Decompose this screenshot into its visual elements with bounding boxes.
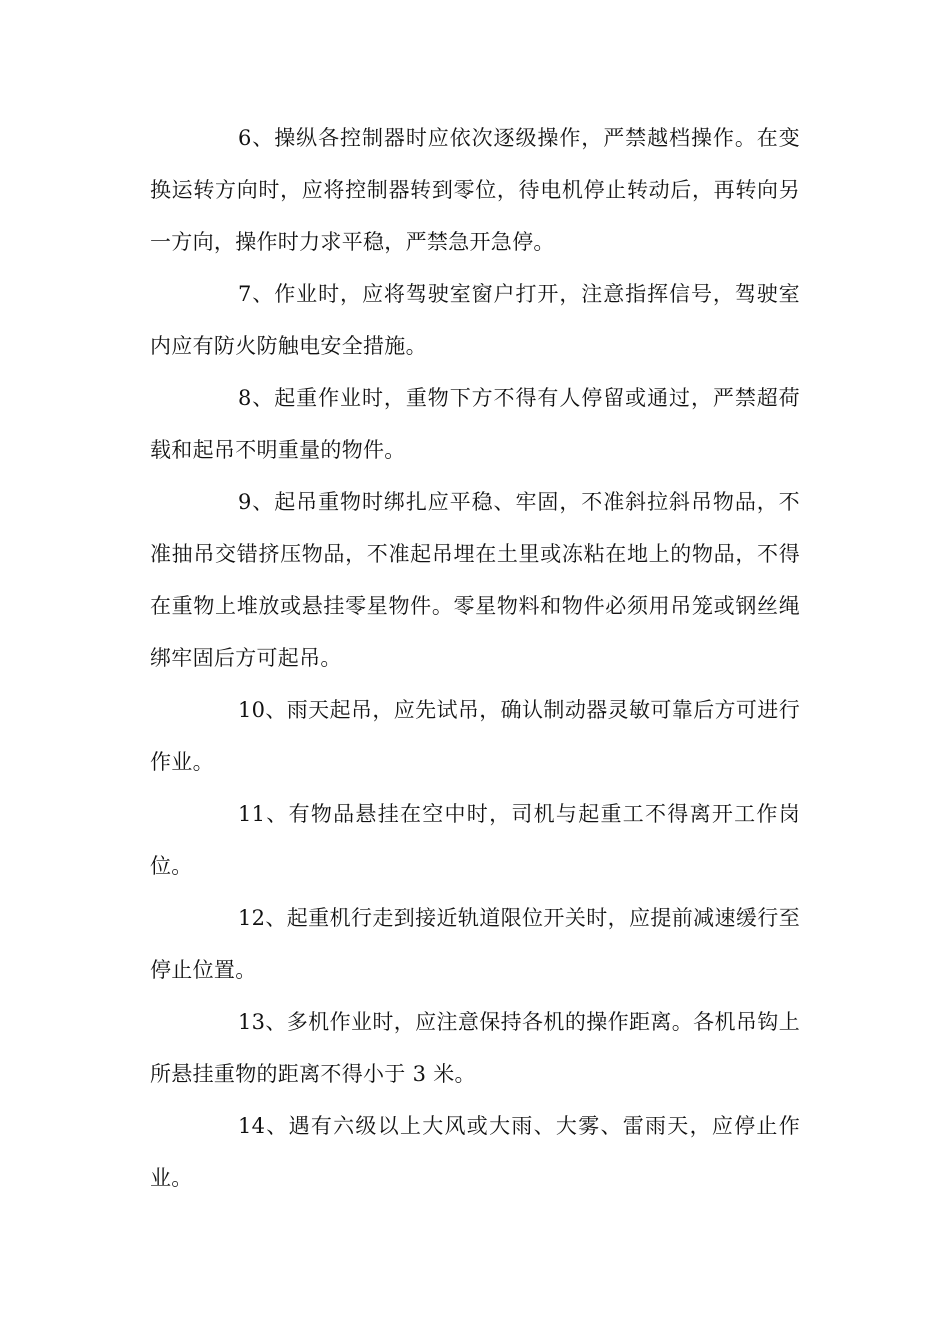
paragraph-rule-11: 11、有物品悬挂在空中时，司机与起重工不得离开工作岗位。: [150, 802, 800, 878]
document-body: [150, 112, 800, 1204]
paragraph-rule-10: 10、雨天起吊，应先试吊，确认制动器灵敏可靠后方可进行作业。: [150, 698, 800, 774]
paragraph-rule-14: 14、遇有六级以上大风或大雨、大雾、雷雨天，应停止作业。: [150, 1114, 800, 1190]
paragraph-rule-6: 6、操纵各控制器时应依次逐级操作，严禁越档操作。在变换运转方向时，应将控制器转到零位，待电机停止转动后，再转向另一方向，操作时力求平稳，严禁急开急停。: [150, 126, 800, 254]
paragraph-rule-8: 8、起重作业时，重物下方不得有人停留或通过，严禁超荷载和起吊不明重量的物件。: [150, 386, 800, 462]
paragraph-rule-7: 7、作业时，应将驾驶室窗户打开，注意指挥信号，驾驶室内应有防火防触电安全措施。: [150, 282, 800, 358]
paragraph-rule-12: 12、起重机行走到接近轨道限位开关时，应提前减速缓行至停止位置。: [150, 906, 800, 982]
paragraph-rule-9: 9、起吊重物时绑扎应平稳、牢固，不准斜拉斜吊物品，不准抽吊交错挤压物品，不准起吊埋在土里或冻粘在地上的物品，不得在重物上堆放或悬挂零星物件。零星物料和物件必须用吊笼或钢丝绳绑牢固后方可起吊。: [150, 490, 800, 670]
paragraph-rule-13: 13、多机作业时，应注意保持各机的操作距离。各机吊钩上所悬挂重物的距离不得小于 3 米。: [150, 1010, 800, 1086]
